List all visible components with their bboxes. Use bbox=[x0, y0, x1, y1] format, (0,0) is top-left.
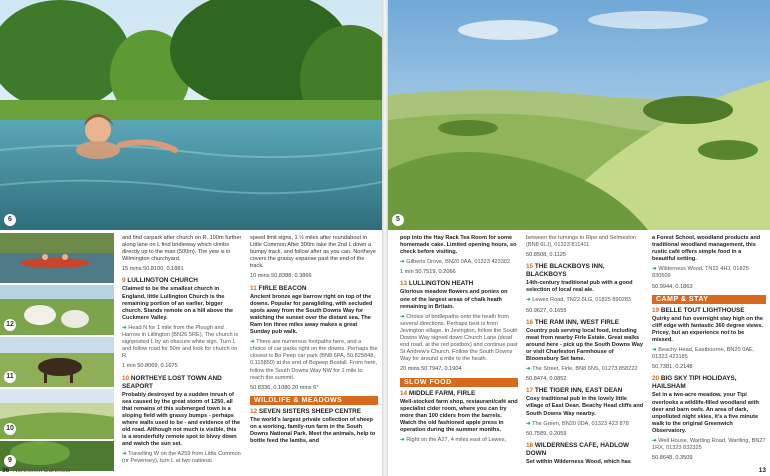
arrow-icon: ➜ bbox=[122, 324, 127, 331]
entry-heading: 11 FIRLE BEACON bbox=[250, 284, 307, 292]
section-heading-slow-food: SLOW FOOD bbox=[400, 378, 518, 387]
entry-directions: ➜ The Green, BN20 0DA, 01323 423 878 bbox=[526, 420, 629, 427]
photo-number-badge: 9 bbox=[4, 455, 16, 467]
entry-heading: 16 THE RAM INN, WEST FIRLE bbox=[526, 318, 620, 326]
swimmer-image bbox=[0, 0, 382, 230]
downs-landscape-image bbox=[388, 0, 770, 230]
hero-photo-swimmer bbox=[0, 0, 382, 230]
arrow-icon: ➜ bbox=[400, 313, 405, 320]
entry-heading: 20 BIG SKY TIPI HOLIDAYS, HAILSHAM bbox=[652, 375, 737, 391]
thumb-photo-canoe bbox=[0, 233, 114, 283]
entry-heading: 19 BELLE TOUT LIGHTHOUSE bbox=[652, 306, 745, 314]
entry-directions: ➜ Gilberts Drove, BN20 0AA, 01323 423302 bbox=[400, 259, 511, 266]
entry-directions: ➜ The Street, Firle, BN8 6NS, 01273 858222 bbox=[526, 366, 638, 373]
left-column-1 bbox=[122, 235, 242, 468]
photo-number-badge: 5 bbox=[392, 214, 404, 226]
entry-directions: ➜ Head N for 1 mile from the Plough and Harrow in Litlington (BN26 5RE). The church is signposted L by an obscure white sign. Turn L and follow road for 50m and look for church on R. bbox=[122, 324, 239, 360]
entry-title: LULLINGTON CHURCH bbox=[127, 277, 198, 285]
entry-directions: ➜ There are numerous footpaths here, and a choice of car parks right on the downs. Perhaps the closest is Bo Peep car park (BN8 6PA, 50.825848, 0.115850) at the end of Bopeep Bostall. From here, follow the South Downs Way NW for 1 mile to reach the summit. bbox=[250, 339, 378, 381]
entry-description: The world's largest private collection of sheep on a working, family-run farm in the South Downs National Park. Meet the animals, help to bottle feed the lambs, and bbox=[250, 416, 376, 445]
arrow-icon: ➜ bbox=[652, 347, 657, 354]
intro-text: a Forest School, woodland products and traditional woodland management, this rustic café offers simple food in a beautiful setting. bbox=[652, 235, 761, 263]
entry-directions: ➜ Wilderness Wood, TN22 4HJ, 01825 830509 bbox=[652, 266, 749, 280]
entry-description: Ancient bronze age barrow right on top of the downs. Popular for paragliding, with secluded spots away from the South Downs Way for watching the sunset over the distant sea. The Ram Inn three miles away makes a great Sunday pub walk. bbox=[250, 293, 373, 336]
entry-heading: 13 LULLINGTON HEATH bbox=[400, 280, 474, 288]
right-column-1 bbox=[400, 235, 518, 447]
right-page bbox=[388, 0, 770, 476]
entry-heading: 17 THE TIGER INN, EAST DEAN bbox=[526, 387, 623, 395]
entry-directions: ➜ Choice of bridlepaths onto the heath from several directions. Perhaps best is from Jevington village. In Jevington, follow the South Downs Way signed down Church Lane (dead end road, at the red postbox) and continue past St Andrew's Church. Follow the South Downs Way for around a mile to the heath. bbox=[400, 313, 518, 363]
photo-number-badge: 12 bbox=[4, 319, 16, 331]
entry-description: Country pub serving local food, including meat from nearby Firle Estate. Great walks around here - pick up the South Downs Way or visit Charleston Farmhouse of Bloomsbury Set fame. bbox=[526, 327, 643, 363]
entry-description: Cosy traditional pub in the lovely little village of East Dean. Beachy Head cliffs and South Downs Way nearby. bbox=[526, 396, 644, 417]
coordinates: 50.9627, 0.1655 bbox=[526, 307, 567, 314]
coordinates: 20 mins 50.7947, 0.1904 bbox=[400, 366, 462, 373]
footer-title: Northwest Dartmoor bbox=[12, 467, 72, 474]
page-number: 13 bbox=[758, 467, 766, 474]
entry-description: Glorious meadow flowers and ponies on one of the largest areas of chalk heath remaining in Britain. bbox=[400, 289, 508, 310]
coordinates: 50.8474, 0.0852 bbox=[526, 376, 567, 383]
coordinates: 10 mins 50.8388, 0.3866 bbox=[250, 273, 312, 280]
entry-directions: ➜ Lewes Road, TN22 5LG, 01825 890283 bbox=[526, 297, 632, 304]
entry-heading: 18 WILDERNESS CAFE, HADLOW DOWN bbox=[526, 441, 629, 457]
entry-description: Set within Wilderness Wood, which has bbox=[526, 458, 631, 465]
coordinates: 50.8508, 0.1125 bbox=[526, 252, 567, 259]
entry-heading: 12 SEVEN SISTERS SHEEP CENTRE bbox=[250, 407, 362, 415]
photo-number-badge: 11 bbox=[4, 371, 16, 383]
entry-directions: ➜ Travelling W on the A259 from Little Common (nr Pevensey), turn L at two national bbox=[122, 451, 241, 465]
arrow-icon: ➜ bbox=[250, 339, 255, 346]
entry-description: 14th-century traditional pub with a good selection of local real ale. bbox=[526, 280, 633, 294]
intro-text: speed limit signs, 1 ½ miles after roundabout in Little Common After 300m take the 2nd L down a bumpy track, and follow after as you can. Northeye covers the grassy expanse past the end of the track. bbox=[250, 235, 376, 270]
thumb-photo-heath bbox=[0, 389, 114, 439]
photo-number-badge: 10 bbox=[4, 423, 16, 435]
coordinates: 50.7589, 0.2059 bbox=[526, 430, 567, 437]
intro-text: and find carpark after church on R. 100m further along lane on L find bridleway which climbs directly up to the man (500m). The yew is in Wilmington churchyard. bbox=[122, 235, 242, 263]
hero-photo-downs bbox=[388, 0, 770, 230]
entry-directions: ➜ Well House, Wartling Road, Wartling, BN27 1RX, 01323 832325 bbox=[652, 437, 766, 452]
left-page bbox=[0, 0, 382, 476]
entry-heading bbox=[122, 277, 242, 285]
thumb-photo-ponies bbox=[0, 337, 114, 387]
coordinates: 50.8648, 0.3509 bbox=[652, 455, 693, 462]
entry-description: Quirky and fun overnight stay high on the cliff edge with fantastic 360 degree views. Pricey, but an experience not to be missed. bbox=[652, 315, 763, 344]
coordinates: 50.9944, 0.1863 bbox=[652, 283, 693, 290]
entry-directions: ➜ Right on the A27, 4 miles east of Lewes, bbox=[400, 437, 507, 444]
page-number: 36 bbox=[2, 467, 10, 474]
coordinates: 15 mins 50.8100, 0.1881 bbox=[122, 266, 184, 273]
coordinates: 50.8336, 0.1080 20 mins 6° bbox=[250, 384, 319, 391]
coordinates: 50.7381, 0.2148 bbox=[652, 364, 693, 371]
arrow-icon: ➜ bbox=[400, 259, 405, 266]
right-column-3 bbox=[652, 235, 766, 466]
arrow-icon: ➜ bbox=[652, 266, 657, 273]
entry-description: Claimed to be the smallest church in England, little Lullington Church is the remaining portion of an earlier, bigger church. Stands remote on a hill above the Cuckmere Valley. bbox=[122, 286, 233, 321]
section-heading-camp-stay: CAMP & STAY bbox=[652, 295, 766, 304]
section-heading-wildlife: WILDLIFE & MEADOWS bbox=[250, 396, 378, 405]
arrow-icon: ➜ bbox=[526, 420, 531, 427]
coordinates: 1 min 50.8069, 0.1675 bbox=[122, 363, 178, 370]
entry-number: 9 bbox=[122, 277, 126, 285]
arrow-icon: ➜ bbox=[122, 451, 127, 458]
entry-heading: 15 THE BLACKBOYS INN, BLACKBOYS bbox=[526, 263, 605, 279]
entry-description: Probably destroyed by a sudden inrush of sea caused by the great storm of 1250, all that remains of this submerged town is a sloping field with grassy bumps - perhaps where walls used to be - and evidence of the old road. Although not much is visible, this is a wonderfully remote spot to bivvy down and watch the sun set. bbox=[122, 391, 241, 448]
thumb-photo-sheep bbox=[0, 285, 114, 335]
intro-text: pop into the Hay Rack Tea Room for some homemade cake. Limited opening hours, so check before visiting. bbox=[400, 235, 517, 256]
page-footer bbox=[2, 467, 71, 474]
entry-directions: ➜ Beachy Head, Eastbourne, BN20 0AE, 01323 423185 bbox=[652, 347, 755, 361]
photo-number-badge: 6 bbox=[4, 214, 16, 226]
arrow-icon: ➜ bbox=[652, 437, 657, 444]
entry-heading: 14 MIDDLE FARM, FIRLE bbox=[400, 389, 476, 397]
arrow-icon: ➜ bbox=[526, 297, 531, 304]
intro-text: between the turnings to Ripe and Selmeston (BN8 6LJ), 01323 811411 bbox=[526, 235, 637, 249]
entry-description: Well-stocked farm shop, restaurant/café and specialist cider room, where you can try more than 100 ciders from the barrels. Watch the old fashioned apple press in operation during the summer months. bbox=[400, 398, 518, 433]
right-column-2 bbox=[526, 235, 644, 469]
coordinates: 1 min 50.7519, 0.2066 bbox=[400, 269, 456, 276]
page-footer bbox=[759, 467, 766, 474]
arrow-icon: ➜ bbox=[526, 366, 531, 373]
left-column-2 bbox=[250, 235, 378, 448]
entry-heading: 10 NORTHEYE LOST TOWN AND SEAPORT bbox=[122, 374, 222, 390]
entry-description: Set in a two-acre meadow, your Tipi overlooks a wildlife-filled woodland with deer and barn owls. An area of dark, unpolluted night skies, it's a five minute walk to the original Greenwich Observatory. bbox=[652, 392, 759, 434]
arrow-icon: ➜ bbox=[400, 437, 405, 444]
